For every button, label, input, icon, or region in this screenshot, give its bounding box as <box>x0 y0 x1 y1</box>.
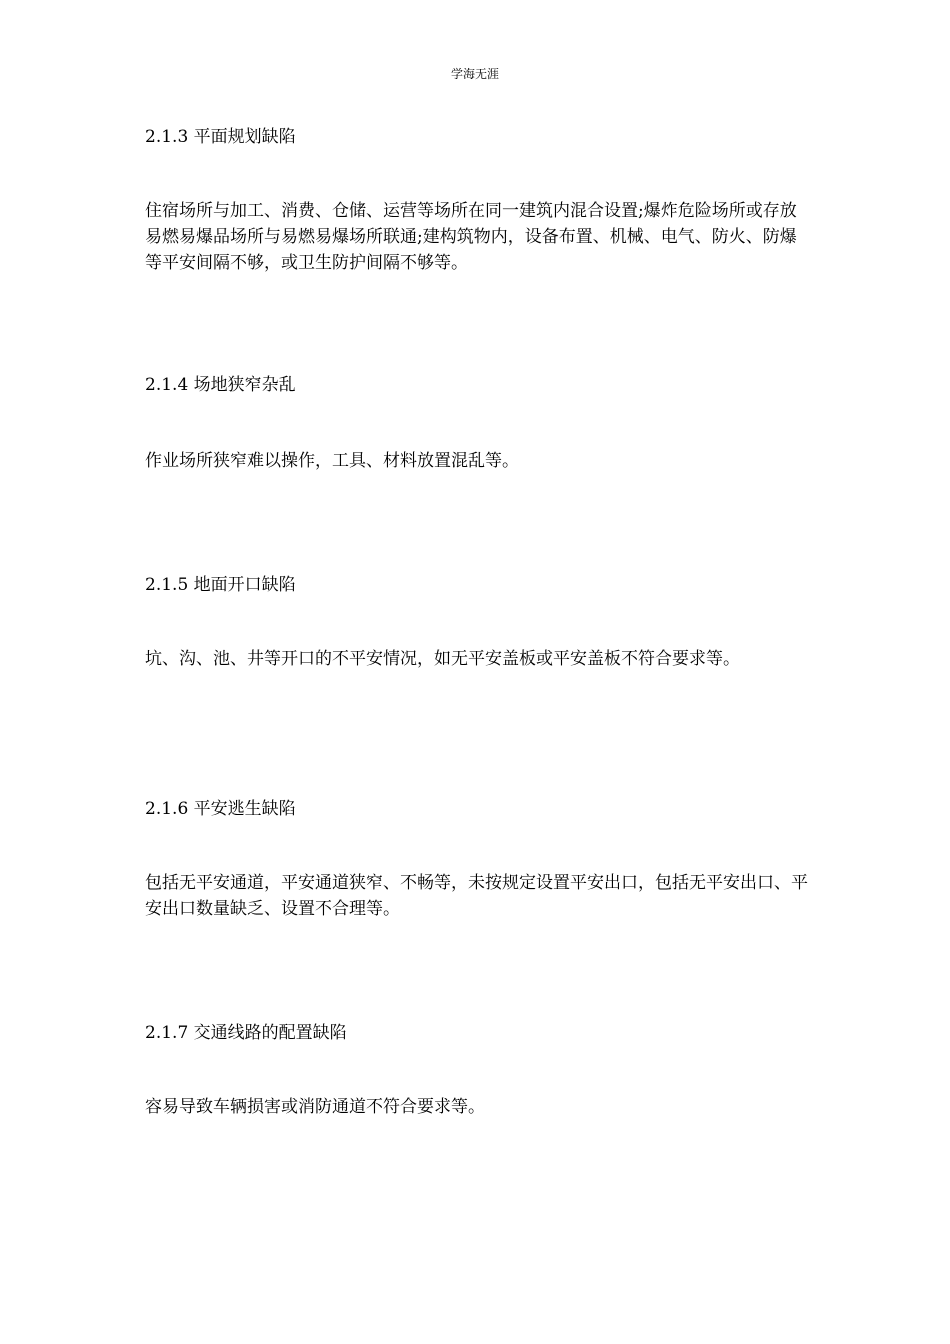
section-body-2-1-6: 包括无平安通道，平安通道狭窄、不畅等，未按规定设置平安出口，包括无平安出口、平安出口数量缺乏、设置不合理等。 <box>145 873 808 919</box>
page-header: 学海无涯 <box>450 67 499 81</box>
section-body-2-1-7: 容易导致车辆损害或消防通道不符合要求等。 <box>145 1097 485 1117</box>
section-body-2-1-4: 作业场所狭窄难以操作，工具、材料放置混乱等。 <box>145 451 519 471</box>
section-heading-2-1-7: 2.1.7 交通线路的配置缺陷 <box>145 1023 347 1043</box>
section-heading-2-1-6: 2.1.6 平安逃生缺陷 <box>145 799 296 819</box>
section-heading-2-1-3: 2.1.3 平面规划缺陷 <box>145 127 296 147</box>
section-heading-2-1-5: 2.1.5 地面开口缺陷 <box>145 575 296 595</box>
section-body-2-1-3: 住宿场所与加工、消费、仓储、运营等场所在同一建筑内混合设置;爆炸危险场所或存放易燃易爆品场所与易燃易爆场所联通;建构筑物内，设备布置、机械、电气、防火、防爆等平安间隔不够，或卫生防护间隔不够等。 <box>145 201 797 273</box>
section-body-2-1-5: 坑、沟、池、井等开口的不平安情况，如无平安盖板或平安盖板不符合要求等。 <box>145 649 740 669</box>
section-heading-2-1-4: 2.1.4 场地狭窄杂乱 <box>145 375 296 395</box>
